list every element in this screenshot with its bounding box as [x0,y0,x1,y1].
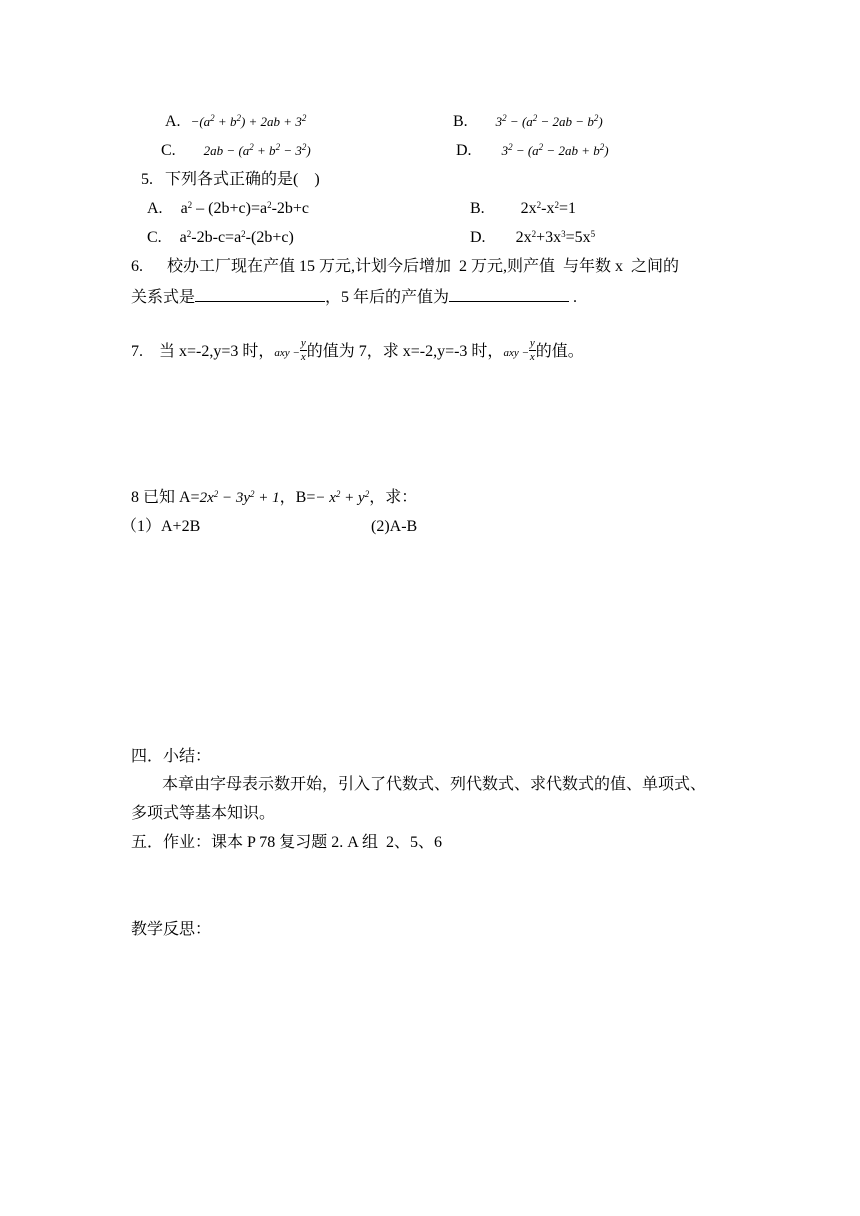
q5-option-a-expr: $a^2 - (2b+c)=a^2-2b+c$ [180,200,310,217]
summary-body-line1: 本章由字母表示数开始，引入了代数式、列代数式、求代数式的值、单项式、 [162,776,707,793]
q4-option-b [453,114,603,130]
q5-option-d-expr: $2x^2+3x^3=5x^5$ [515,229,596,246]
homework: 五．作业：课本 P 78 复习题 2. A 组 2、5、6 [131,834,442,851]
q5-option-a-label: A. [147,200,163,217]
q8-expr-a: $2x^2 - 3y^2 + 1$ [199,489,280,506]
q4-option-b-label: B. [453,113,468,130]
q4-option-a-expr: $-(a^2 + b^2) + 2ab + 3^2$ [190,113,307,129]
q7-part1: 7. 当 x=-2,y=3 时， [131,343,275,361]
q8-expr-b: − $x^2 + y^2$ [315,489,370,506]
q6-blank-value[interactable] [449,287,569,302]
q6-line2-part1: 关系式是 [131,289,196,306]
q4-option-b-expr: $3^2 - (a^2 - 2ab - b^2)$ [495,113,603,129]
q5-option-d [470,230,595,246]
q8-stem-pre: 8 已知 A= [131,489,200,506]
q7-expr2: axy − [503,347,529,360]
reflection-heading: 教学反思： [131,921,212,938]
q5-option-a [147,201,309,217]
q7-fraction-2: $\frac{y}{x}$ [529,337,535,363]
q6-line2-part2: ，5 年后的产值为 [325,289,450,306]
q5-option-c-expr: $a^2-2b-c=a^2-(2b+c)$ [179,229,294,246]
q8-sub-1: （1）A+2B [121,518,201,535]
q5-stem: 5. 下列各式正确的是( ) [141,171,320,188]
q6-line2 [131,287,577,306]
q7-part3: 的值。 [535,343,584,361]
q5-option-b-label: B. [470,200,485,217]
q8-sub-2: (2)A-B [371,518,418,535]
q7-fraction-1: $\frac{y}{x}$ [300,337,306,363]
q4-option-c-expr: $2ab - (a^2 + b^2 - 3^2)$ [203,142,311,158]
q6-blank-relation[interactable] [195,287,325,302]
q4-option-c-label: C. [161,142,176,159]
q4-option-a-label: A. [165,113,181,130]
q5-option-b-expr: $2x^2-x^2=1$ [520,200,577,217]
q4-option-a [165,114,306,130]
q4-option-d-label: D. [456,142,472,159]
q7 [131,337,584,365]
summary-heading: 四．小结： [131,748,212,765]
q4-option-d-expr: $3^2 - (a^2 - 2ab + b^2)$ [501,142,609,158]
q4-option-d [456,143,609,159]
summary-body-line2: 多项式等基本知识。 [131,805,276,822]
q7-expr1: axy − [274,347,300,360]
q7-part2: 的值为 7，求 x=-2,y=-3 时， [306,343,504,361]
q8-stem-post: ，求： [369,489,418,506]
q8-stem [131,490,417,506]
q8-stem-mid: ，B= [279,489,316,506]
q6-line2-part3: . [569,289,578,306]
q5-option-d-label: D. [470,229,486,246]
q4-option-c [161,143,311,159]
q6-line1: 6. 校办工厂现在产值 15 万元,计划今后增加 2 万元,则产值 与年数 x 之间的 [131,258,680,275]
q5-option-c [147,230,294,246]
q5-option-b [470,201,576,217]
q5-option-c-label: C. [147,229,162,246]
